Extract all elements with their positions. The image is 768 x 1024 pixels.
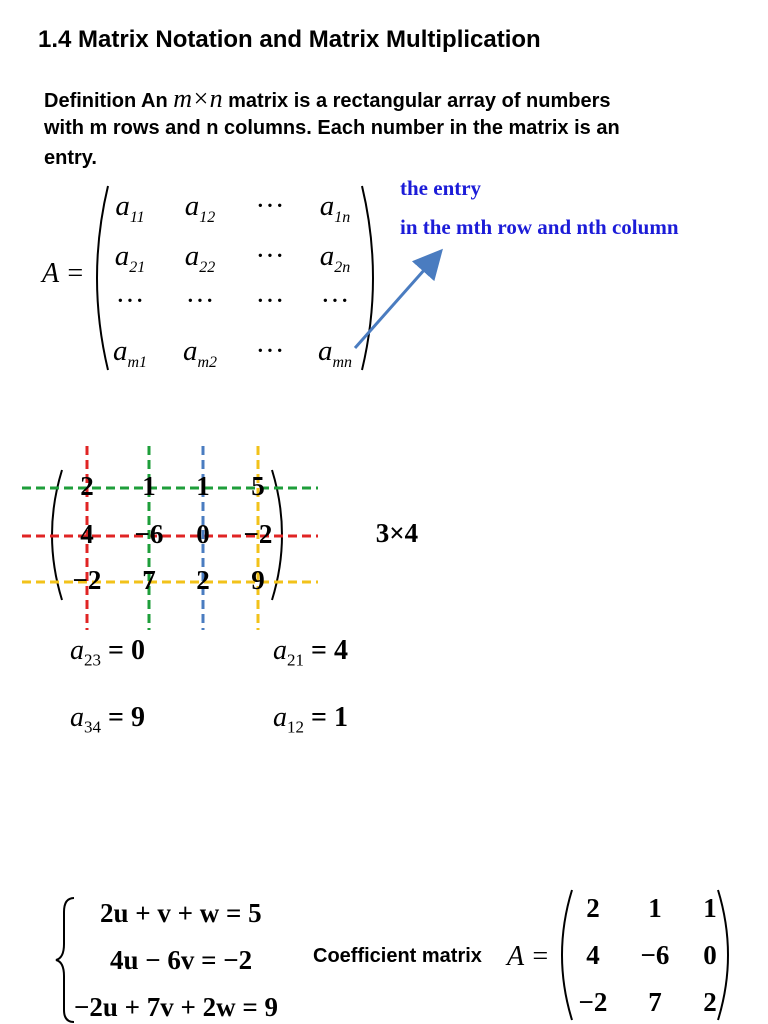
matrix-entry: $a_{11}$ <box>115 190 145 226</box>
example-entry: −2 <box>243 519 273 549</box>
coef-entry: 7 <box>648 987 662 1017</box>
matrix-entry: $a_{m2}$ <box>182 335 218 371</box>
annotation-line-2: in the mth row and nth column <box>400 215 679 239</box>
matrix-size: 3×4 <box>375 518 419 548</box>
coef-entry: 1 <box>703 893 717 923</box>
matrix-entry: $a_{m1}$ <box>112 335 148 371</box>
example-entry: 0 <box>196 519 210 549</box>
matrix-entry: $a_{12}$ <box>184 190 216 226</box>
matrix-entry: ··· <box>255 285 285 317</box>
matrix-entry: ··· <box>185 285 215 317</box>
coef-entry: 0 <box>703 940 717 970</box>
matrix-entry: ··· <box>115 285 145 317</box>
entry-equation: $a_{21} = 4$ <box>273 635 348 670</box>
matrix-entry: ··· <box>255 335 285 367</box>
example-entry: 2 <box>80 471 94 501</box>
mxn-symbol: m×n <box>173 84 223 113</box>
example-entry: 9 <box>251 565 265 595</box>
example-entry: 1 <box>142 471 156 501</box>
annotation-line-1: the entry <box>400 176 482 200</box>
definition-line-2: with m rows and n columns. Each number in the matrix is an <box>44 117 620 139</box>
coef-entry: −6 <box>640 940 670 970</box>
coef-entry: 2 <box>586 893 600 923</box>
example-entry: 2 <box>196 565 210 595</box>
matrix-entry: $a_{21}$ <box>114 240 146 276</box>
entry-equation: $a_{23} = 0$ <box>70 635 145 670</box>
coef-entry: 4 <box>586 940 600 970</box>
matrix-entry: $a_{mn}$ <box>317 335 353 371</box>
matrix-label-A: A = <box>42 258 85 289</box>
definition-text: Definition An <box>44 90 174 112</box>
definition-text-cont: matrix is a rectangular array of numbers <box>222 90 611 112</box>
coef-entry: 1 <box>648 893 662 923</box>
example-entry: 7 <box>142 565 156 595</box>
matrix-entry: $a_{22}$ <box>184 240 216 276</box>
coef-entry: 2 <box>703 987 717 1017</box>
entry-equation: $a_{12} = 1$ <box>273 702 348 737</box>
example-entry: −2 <box>72 565 102 595</box>
page-title: 1.4 Matrix Notation and Matrix Multiplication <box>38 26 541 53</box>
example-entry: 5 <box>251 471 265 501</box>
coef-matrix-label: A = <box>507 941 550 972</box>
equation: 4u − 6v = −2 <box>110 945 253 975</box>
equation: −2u + 7v + 2w = 9 <box>74 992 279 1022</box>
entry-equation: $a_{34} = 9$ <box>70 702 145 737</box>
example-entry: 4 <box>80 519 94 549</box>
matrix-entry: ··· <box>255 190 285 222</box>
example-entry: −6 <box>134 519 164 549</box>
equation: 2u + v + w = 5 <box>100 898 262 928</box>
matrix-entry: ··· <box>255 240 285 272</box>
coef-label: Coefficient matrix <box>313 945 482 967</box>
matrix-entry: $a_{2n}$ <box>319 240 351 276</box>
matrix-entry: ··· <box>320 285 350 317</box>
matrix-entry: $a_{1n}$ <box>319 190 351 226</box>
example-entry: 1 <box>196 471 210 501</box>
definition-line-3: entry. <box>44 147 97 169</box>
coef-entry: −2 <box>578 987 608 1017</box>
